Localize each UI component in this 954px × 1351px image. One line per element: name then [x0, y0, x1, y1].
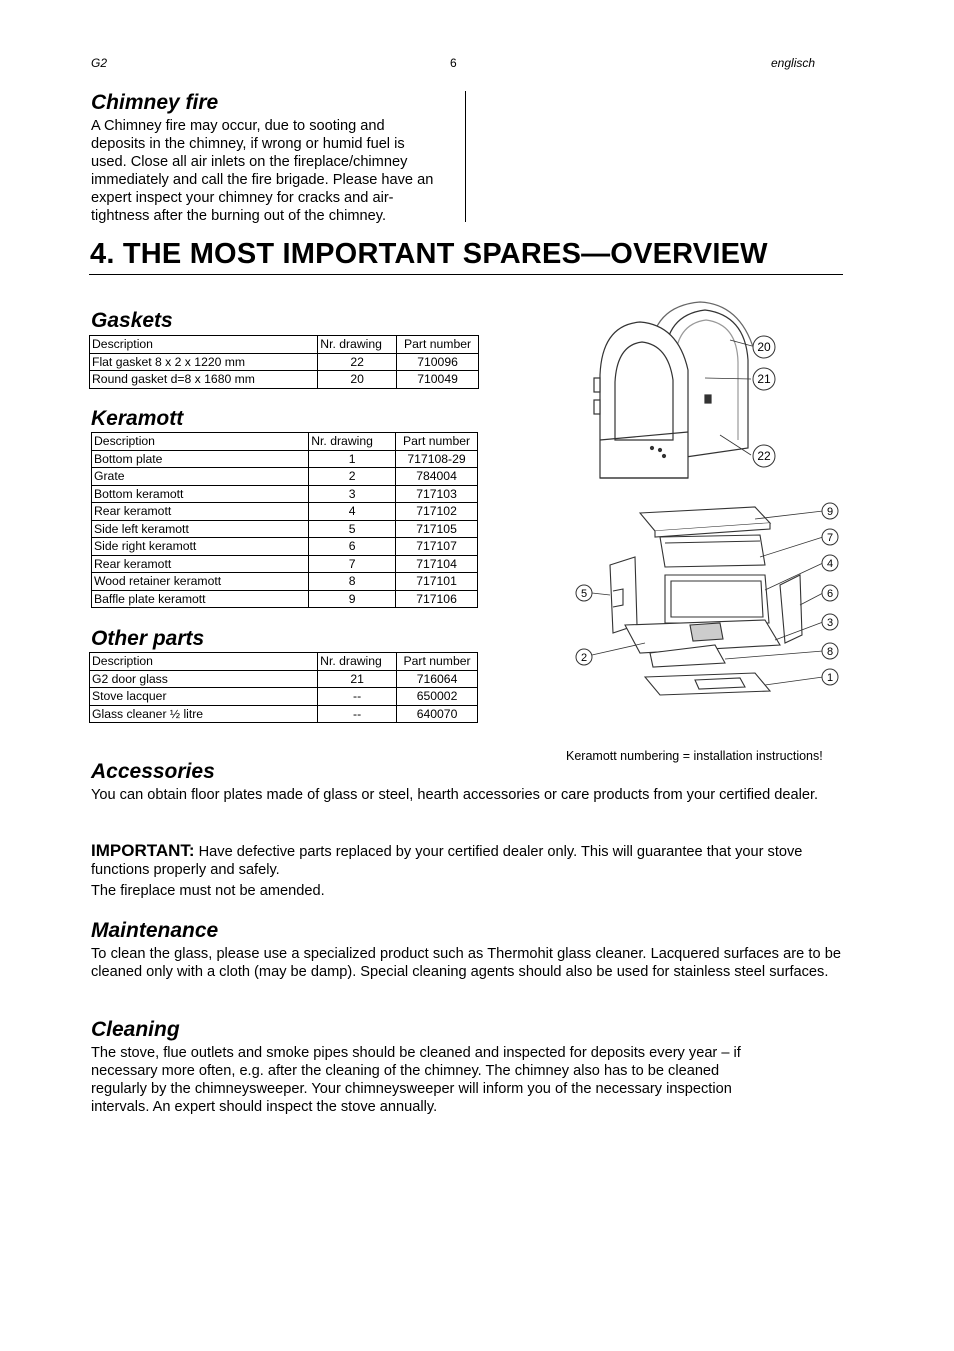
cleaning-line: intervals. An expert should inspect the stove annually. — [91, 1099, 438, 1115]
table-cell: Bottom plate — [92, 450, 309, 468]
chimney-fire-line: expert inspect your chimney for cracks and air- — [91, 190, 394, 206]
chimney-fire-line: used. Close all air inlets on the fireplace/chimney — [91, 154, 408, 170]
accessories-text: You can obtain floor plates made of glass or steel, hearth accessories or care products from your certified dealer. — [91, 787, 819, 803]
table-row — [90, 688, 478, 706]
table-cell: 3 — [309, 485, 396, 503]
table-cell: 640070 — [397, 705, 478, 723]
table-row — [92, 503, 478, 521]
table-cell: 20 — [318, 371, 397, 389]
important-block — [91, 842, 843, 879]
table-cell: 716064 — [397, 670, 478, 688]
table-cell: 710096 — [397, 353, 479, 371]
table-cell: 717107 — [396, 538, 478, 556]
table-cell: Stove lacquer — [90, 688, 318, 706]
table-cell: -- — [318, 705, 397, 723]
table-cell: Round gasket d=8 x 1680 mm — [90, 371, 318, 389]
table-cell: Bottom keramott — [92, 485, 309, 503]
cleaning-line: necessary more often, e.g. after the cleaning of the chimney. The chimney also has to be cleaned — [91, 1063, 720, 1079]
table-cell: 9 — [309, 590, 396, 608]
chimney-fire-line: deposits in the chimney, if wrong or humid fuel is — [91, 136, 405, 152]
chimney-fire-text — [91, 117, 463, 225]
diagram-label: 6 — [826, 588, 834, 600]
keramott-exploded-diagram — [565, 495, 850, 710]
cleaning-text — [91, 1044, 843, 1116]
table-row — [92, 538, 478, 556]
diagram-label: 8 — [826, 646, 834, 658]
table-cell: Side left keramott — [92, 520, 309, 538]
chimney-fire-line: immediately and call the fire brigade. Please have an — [91, 172, 434, 188]
cleaning-title: Cleaning — [91, 1018, 180, 1041]
diagram-label: 22 — [757, 449, 771, 463]
cleaning-line: regularly by the chimneysweeper. Your chimneysweeper will inform you of the necessary inspection — [91, 1081, 732, 1097]
header-right: englisch — [771, 56, 816, 70]
table-cell: 650002 — [397, 688, 478, 706]
table-cell: Baffle plate keramott — [92, 590, 309, 608]
column-header: Description — [90, 336, 318, 354]
table-cell: Glass cleaner ½ litre — [90, 705, 318, 723]
table-row — [92, 450, 478, 468]
table-header-row — [90, 653, 478, 671]
column-header: Part number — [396, 433, 478, 451]
diagram-label: 4 — [826, 558, 834, 570]
column-header: Nr. drawing — [318, 653, 397, 671]
table-row — [92, 468, 478, 486]
door-gasket-diagram — [580, 300, 850, 490]
table-row — [90, 353, 479, 371]
table-cell: 4 — [309, 503, 396, 521]
column-header: Description — [90, 653, 318, 671]
table-cell: 717108-29 — [396, 450, 478, 468]
important-label: IMPORTANT: — [91, 841, 195, 860]
table-cell: 710049 — [397, 371, 479, 389]
table-cell: Side right keramott — [92, 538, 309, 556]
column-header: Nr. drawing — [318, 336, 397, 354]
diagram-caption: Keramott numbering = installation instructions! — [566, 749, 823, 763]
page-number: 6 — [450, 56, 457, 70]
door-label-circles — [750, 333, 782, 469]
keramott-title: Keramott — [91, 407, 184, 430]
table-cell: 717105 — [396, 520, 478, 538]
column-divider — [465, 91, 466, 222]
table-cell: Rear keramott — [92, 555, 309, 573]
table-cell: 717103 — [396, 485, 478, 503]
table-cell: 717101 — [396, 573, 478, 591]
diagram-label: 9 — [826, 506, 834, 518]
diagram-label: 1 — [826, 672, 834, 684]
table-row — [92, 573, 478, 591]
table-row — [92, 485, 478, 503]
table-cell: 5 — [309, 520, 396, 538]
diagram-label: 2 — [580, 652, 588, 664]
table-cell: 2 — [309, 468, 396, 486]
column-header: Description — [92, 433, 309, 451]
header-left: G2 — [91, 56, 108, 70]
diagram-label: 5 — [580, 588, 588, 600]
table-cell: 717102 — [396, 503, 478, 521]
table-cell: 22 — [318, 353, 397, 371]
main-heading: 4. THE MOST IMPORTANT SPARES—OVERVIEW — [90, 238, 768, 270]
table-cell: 8 — [309, 573, 396, 591]
table-row — [92, 590, 478, 608]
other-parts-title: Other parts — [91, 627, 205, 650]
diagram-label: 3 — [826, 617, 834, 629]
diagram-label: 20 — [757, 340, 771, 354]
chimney-fire-title: Chimney fire — [91, 91, 219, 114]
table-cell: Grate — [92, 468, 309, 486]
table-row — [92, 520, 478, 538]
table-cell: Wood retainer keramott — [92, 573, 309, 591]
table-cell: 717104 — [396, 555, 478, 573]
table-header-row — [90, 336, 479, 354]
column-header: Nr. drawing — [309, 433, 396, 451]
column-header: Part number — [397, 653, 478, 671]
keramott-table — [91, 432, 478, 608]
table-cell: -- — [318, 688, 397, 706]
table-cell: Flat gasket 8 x 2 x 1220 mm — [90, 353, 318, 371]
table-cell: 6 — [309, 538, 396, 556]
gaskets-title: Gaskets — [91, 309, 173, 332]
chimney-fire-line: tightness after the burning out of the chimney. — [91, 208, 387, 224]
table-row — [90, 670, 478, 688]
table-cell: 21 — [318, 670, 397, 688]
cleaning-line: The stove, flue outlets and smoke pipes should be cleaned and inspected for deposits every year – if — [91, 1045, 741, 1061]
table-cell: G2 door glass — [90, 670, 318, 688]
important-note: The fireplace must not be amended. — [91, 883, 325, 899]
gaskets-table — [89, 335, 479, 389]
table-cell: 717106 — [396, 590, 478, 608]
column-header: Part number — [397, 336, 479, 354]
important-text: Have defective parts replaced by your certified dealer only. This will guarantee that your stove functions properly and safely. — [91, 844, 803, 878]
diagram-label: 21 — [757, 372, 771, 386]
table-header-row — [92, 433, 478, 451]
table-row — [90, 705, 478, 723]
maintenance-text: To clean the glass, please use a specialized product such as Thermohit glass cleaner. Lacquered surfaces are to be cleaned only with a cloth (may be damp). Special cleaning agents should also be used for stainless steel surfaces. — [91, 946, 841, 980]
table-cell: 1 — [309, 450, 396, 468]
other-parts-table — [89, 652, 478, 723]
table-cell: Rear keramott — [92, 503, 309, 521]
chimney-fire-line: A Chimney fire may occur, due to sooting and — [91, 118, 385, 134]
table-row — [90, 371, 479, 389]
heading-rule — [89, 274, 843, 275]
diagram-label: 7 — [826, 532, 834, 544]
maintenance-title: Maintenance — [91, 919, 219, 942]
table-cell: 7 — [309, 555, 396, 573]
accessories-title: Accessories — [91, 760, 215, 783]
table-row — [92, 555, 478, 573]
table-cell: 784004 — [396, 468, 478, 486]
